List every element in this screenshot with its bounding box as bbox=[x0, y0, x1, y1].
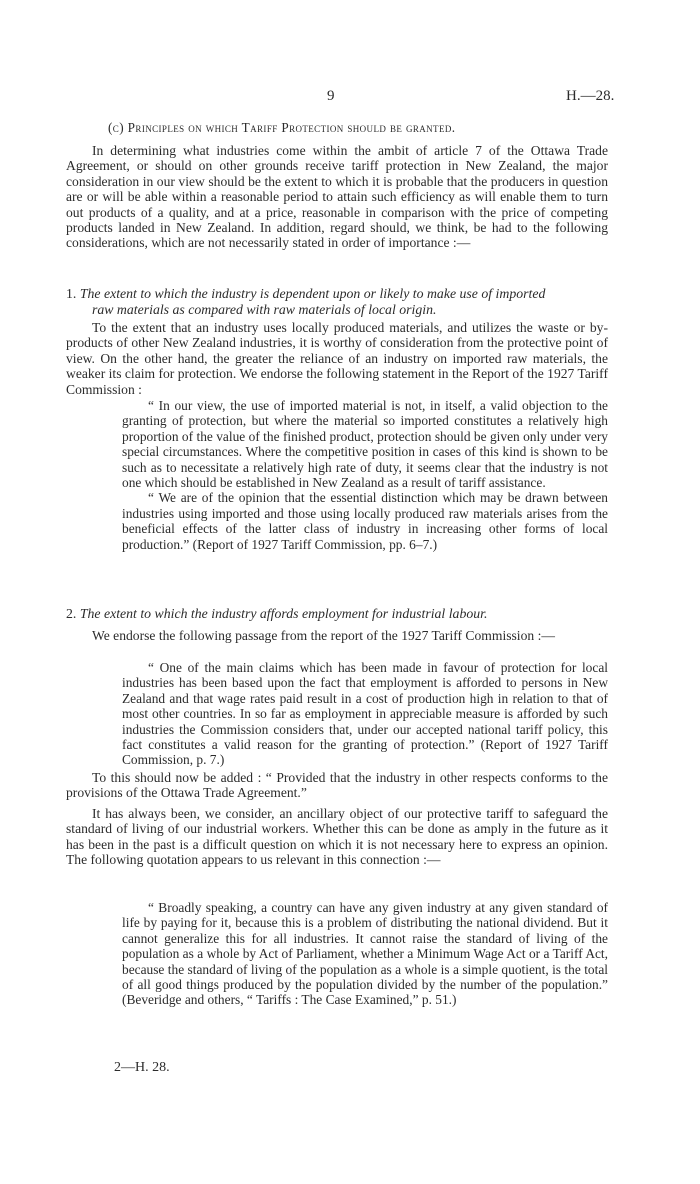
item-2-paragraph-2: It has always been, we consider, an ancillary object of our protective tariff to safeguard the standard of living of our industrial workers. Whether this can be done as amply in the future as it has been in the past is a difficult question on which it is not necessary here to express an opinion. The following quotation appears to us relevant in this connection :— bbox=[66, 806, 608, 868]
section-title: (c) Principles on which Tariff Protection should be granted. bbox=[108, 120, 456, 135]
intro-paragraph: In determining what industries come within the ambit of article 7 of the Ottawa Trade Agreement, or should on other grounds receive tariff protection in New Zealand, the major consideration in our view should be the extent to which it is probable that the producers in question are or will be able within a reasonable period to attain such efficiency as will enable them to turn out products of a quality, and at a price, reasonable in comparison with the price of competing products landed in New Zealand. In addition, regard should, we think, be had to the following considerations, which are not necessarily stated in order of importance :— bbox=[66, 143, 608, 251]
item-1-number: 1. bbox=[66, 286, 77, 301]
item-2-quote: “ One of the main claims which has been made in favour of protection for local industries has been based upon the fact that employment is afforded to persons in New Zealand and that wage rates paid result in a cost of production high in relation to that of most other countries. In so far as employment in appreciable measure is afforded by such industries the Commission considers that, under our accepted national tariff policy, this fact constitutes a valid reason for the granting of protection.” (Report of 1927 Tariff Commission, p. 7.) bbox=[122, 660, 608, 768]
item-1-heading bbox=[66, 286, 608, 318]
item-2-paragraph: We endorse the following passage from the report of the 1927 Tariff Commission :— bbox=[92, 628, 555, 643]
item-2-number: 2. bbox=[66, 606, 77, 621]
item-1-quote-block bbox=[122, 398, 608, 552]
item-2-quote-2: “ Broadly speaking, a country can have any given industry at any given standard of life by paying for it, because this is a problem of distributing the national dividend. But it cannot generalize this for all industries. It cannot raise the standard of living of the population as a whole by Act of Parliament, whether a Minimum Wage Act or a Tariff Act, because the standard of living of the population as a whole is a simple quotient, is the total of all good things produced by the population divided by the number of the population.” (Beveridge and others, “ Tariffs : The Case Examined,” p. 51.) bbox=[122, 900, 608, 1008]
item-2-heading-text: The extent to which the industry affords employment for industrial labour. bbox=[79, 606, 488, 621]
page-header bbox=[0, 88, 700, 106]
item-1-quote-2: “ We are of the opinion that the essential distinction which may be drawn between industries using imported and those using locally produced raw materials arises from the beneficial effects of the latter class of industry in increasing other forms of local production.” (Report of 1927 Tariff Commission, pp. 6–7.) bbox=[122, 490, 608, 552]
item-1-paragraph: To the extent that an industry uses locally produced materials, and utilizes the waste or by-products of other New Zealand industries, it is worthy of consideration from the protective point of view. On the other hand, the greater the reliance of an industry on imported raw materials, the weaker its claim for protection. We endorse the following statement in the Report of the 1927 Tariff Commission : bbox=[66, 320, 608, 397]
item-2-quote-block bbox=[122, 660, 608, 768]
item-1-paragraph-block bbox=[66, 320, 608, 397]
page-number: 9 bbox=[327, 88, 335, 104]
document-reference: H.—28. bbox=[566, 88, 615, 104]
item-1-heading-line2: raw materials as compared with raw materials of local origin. bbox=[92, 302, 437, 317]
item-1-heading-line1: The extent to which the industry is dependent upon or likely to make use of imported bbox=[79, 286, 546, 301]
item-2-heading bbox=[66, 606, 608, 622]
item-1-quote-1: “ In our view, the use of imported material is not, in itself, a valid objection to the granting of protection, but where the material so imported constitutes a relatively high proportion of the value of the finished product, protection should be given only under very special circumstances. Where the competitive position in cases of this kind is shown to be such as to necessitate a relatively high rate of duty, it seems clear that the industry is not one which should be established in New Zealand as a result of tariff assistance. bbox=[122, 398, 608, 491]
item-2-addition: To this should now be added : “ Provided that the industry in other respects conforms to the provisions of the Ottawa Trade Agreement.” bbox=[66, 770, 608, 801]
page-footer: 2—H. 28. bbox=[114, 1060, 170, 1075]
item-2-quote-2-block bbox=[122, 900, 608, 1008]
item-2-addition-block bbox=[66, 770, 608, 801]
item-2-paragraph-2-block bbox=[66, 806, 608, 868]
item-2-paragraph-block bbox=[66, 628, 608, 643]
intro-paragraph-block bbox=[66, 143, 608, 251]
